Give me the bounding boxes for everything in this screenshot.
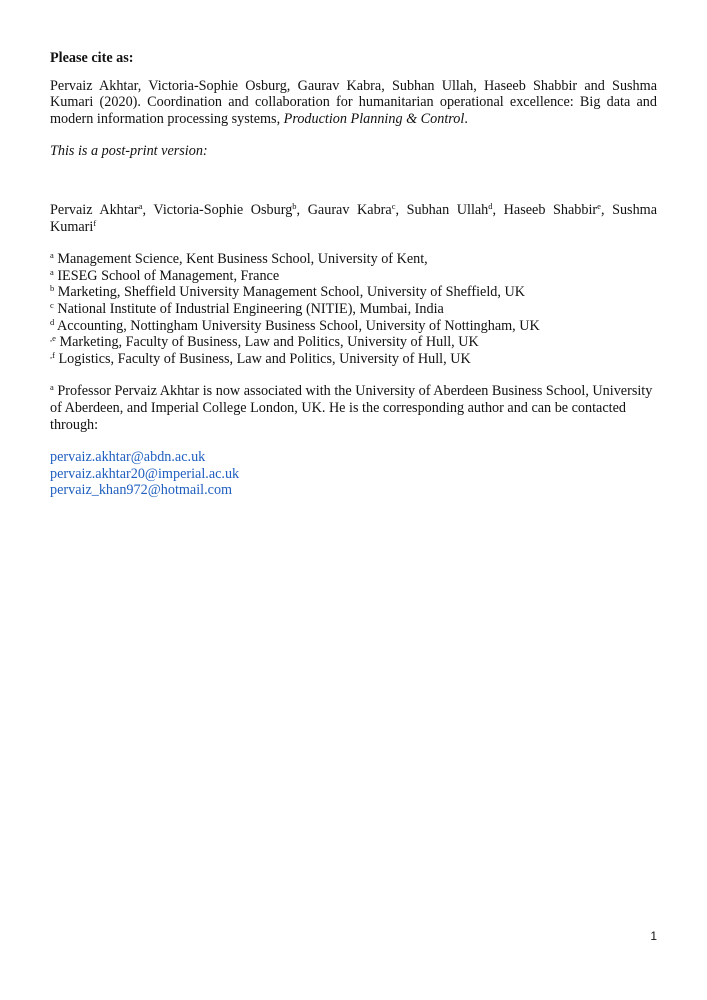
email-link-imperial[interactable]: pervaiz.akhtar20@imperial.ac.uk xyxy=(50,465,240,482)
author-separator: , xyxy=(142,201,154,218)
author-separator: , xyxy=(395,201,407,218)
citation-text xyxy=(50,78,657,128)
author-name: Haseeb Shabbir xyxy=(503,201,598,218)
author-name: Sushma Kumari xyxy=(50,201,658,235)
corresponding-author-note xyxy=(50,383,657,433)
affiliation-text: Logistics, Faculty of Business, Law and Politics, University of Hull, UK xyxy=(54,350,471,367)
correspondence-text: Professor Pervaiz Akhtar is now associated with the University of Aberdeen Business School, University of Aberdeen, and Imperial College London, UK. He is the corresponding author and can be contacted through: xyxy=(50,383,653,433)
affiliation-mark: b xyxy=(50,283,55,294)
affiliation-line xyxy=(50,251,657,268)
email-link-hotmail[interactable]: pervaiz_khan972@hotmail.com xyxy=(50,482,233,499)
correspondence-mark: a xyxy=(50,382,54,393)
author-separator: , xyxy=(600,201,613,218)
affiliation-line xyxy=(50,318,657,335)
affiliation-text: Management Science, Kent Business School, University of Kent, xyxy=(53,251,428,268)
author-name: Pervaiz Akhtar xyxy=(50,201,139,218)
author-affil-mark: c xyxy=(391,200,396,211)
affiliation-mark: a xyxy=(50,266,54,277)
affiliation-text: National Institute of Industrial Engineering (NITIE), Mumbai, India xyxy=(53,300,444,317)
postprint-note: This is a post-print version: xyxy=(50,143,208,160)
affiliation-text: IESEG School of Management, France xyxy=(53,267,280,284)
author-list xyxy=(50,202,657,235)
page-number: 1 xyxy=(650,929,657,943)
author-affil-mark: d xyxy=(488,200,493,211)
affiliation-line xyxy=(50,334,657,351)
author-affil-mark: f xyxy=(93,217,97,228)
email-list xyxy=(50,449,657,499)
cite-heading: Please cite as: xyxy=(50,50,134,66)
affiliation-mark: c xyxy=(50,299,54,310)
author-affil-mark: b xyxy=(292,200,297,211)
author-separator: , xyxy=(492,201,504,218)
affiliation-mark: ,f xyxy=(50,349,55,360)
affiliation-line xyxy=(50,301,657,318)
author-name: Gaurav Kabra xyxy=(307,201,392,218)
affiliation-text: Marketing, Faculty of Business, Law and Politics, University of Hull, UK xyxy=(55,334,479,351)
affiliation-mark: ,e xyxy=(50,333,56,344)
citation-end: . xyxy=(464,110,468,127)
citation-main: Pervaiz Akhtar, Victoria-Sophie Osburg, Gaurav Kabra, Subhan Ullah, Haseeb Shabbir and Sushma Kumari (2020). Coordination and collaboration for humanitarian operational excellence: Big data and modern information processing systems, xyxy=(50,77,657,127)
document-page xyxy=(50,50,657,499)
affiliation-text: Accounting, Nottingham University Business School, University of Nottingham, UK xyxy=(54,317,540,334)
author-separator: , xyxy=(296,201,308,218)
affiliation-mark: a xyxy=(50,250,54,261)
affiliation-list xyxy=(50,251,657,367)
author-name: Subhan Ullah xyxy=(406,201,489,218)
email-link-abdn[interactable]: pervaiz.akhtar@abdn.ac.uk xyxy=(50,449,206,466)
affiliation-text: Marketing, Sheffield University Management School, University of Sheffield, UK xyxy=(54,284,525,301)
author-affil-mark: a xyxy=(138,200,143,211)
author-name: Victoria-Sophie Osburg xyxy=(153,201,293,218)
author-affil-mark: e xyxy=(597,200,601,211)
affiliation-mark: d xyxy=(50,316,55,327)
journal-name: Production Planning & Control xyxy=(283,110,465,127)
affiliation-line xyxy=(50,268,657,285)
affiliation-line xyxy=(50,284,657,301)
affiliation-line xyxy=(50,351,657,368)
